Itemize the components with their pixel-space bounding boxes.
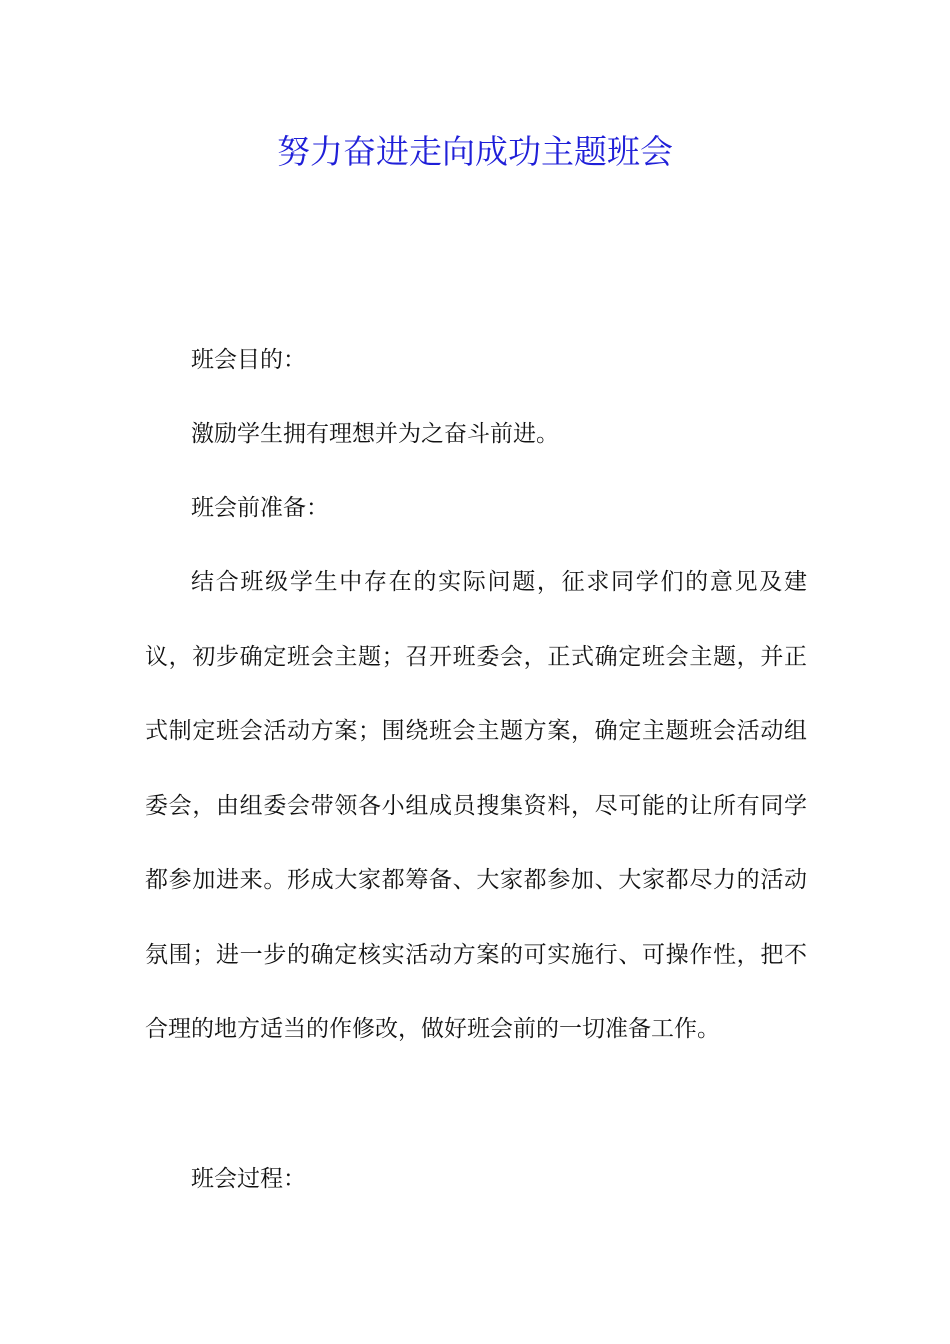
purpose-text: 激励学生拥有理想并为之奋斗前进。 [191,421,559,447]
process-heading: 班会过程： [191,1166,306,1192]
prep-heading: 班会前准备： [191,495,329,521]
prep-text: 结合班级学生中存在的实际问题，征求同学们的意见及建议，初步确定班会主题；召开班委会，正式确定班会主题，并正式制定班会活动方案；围绕班会主题方案，确定主题班会活动组委会，由组委会带领各小组成员搜集资料，尽可能的让所有同学都参加进来。形成大家都筹备、大家都参加、大家都尽力的活动氛围；进一步的确定核实活动方案的可实施行、可操作性，把不合理的地方适当的作修改，做好班会前的一切准备工作。 [145,569,807,1042]
document-title: 努力奋进走向成功主题班会 [277,132,673,171]
purpose-heading: 班会目的： [191,347,306,373]
